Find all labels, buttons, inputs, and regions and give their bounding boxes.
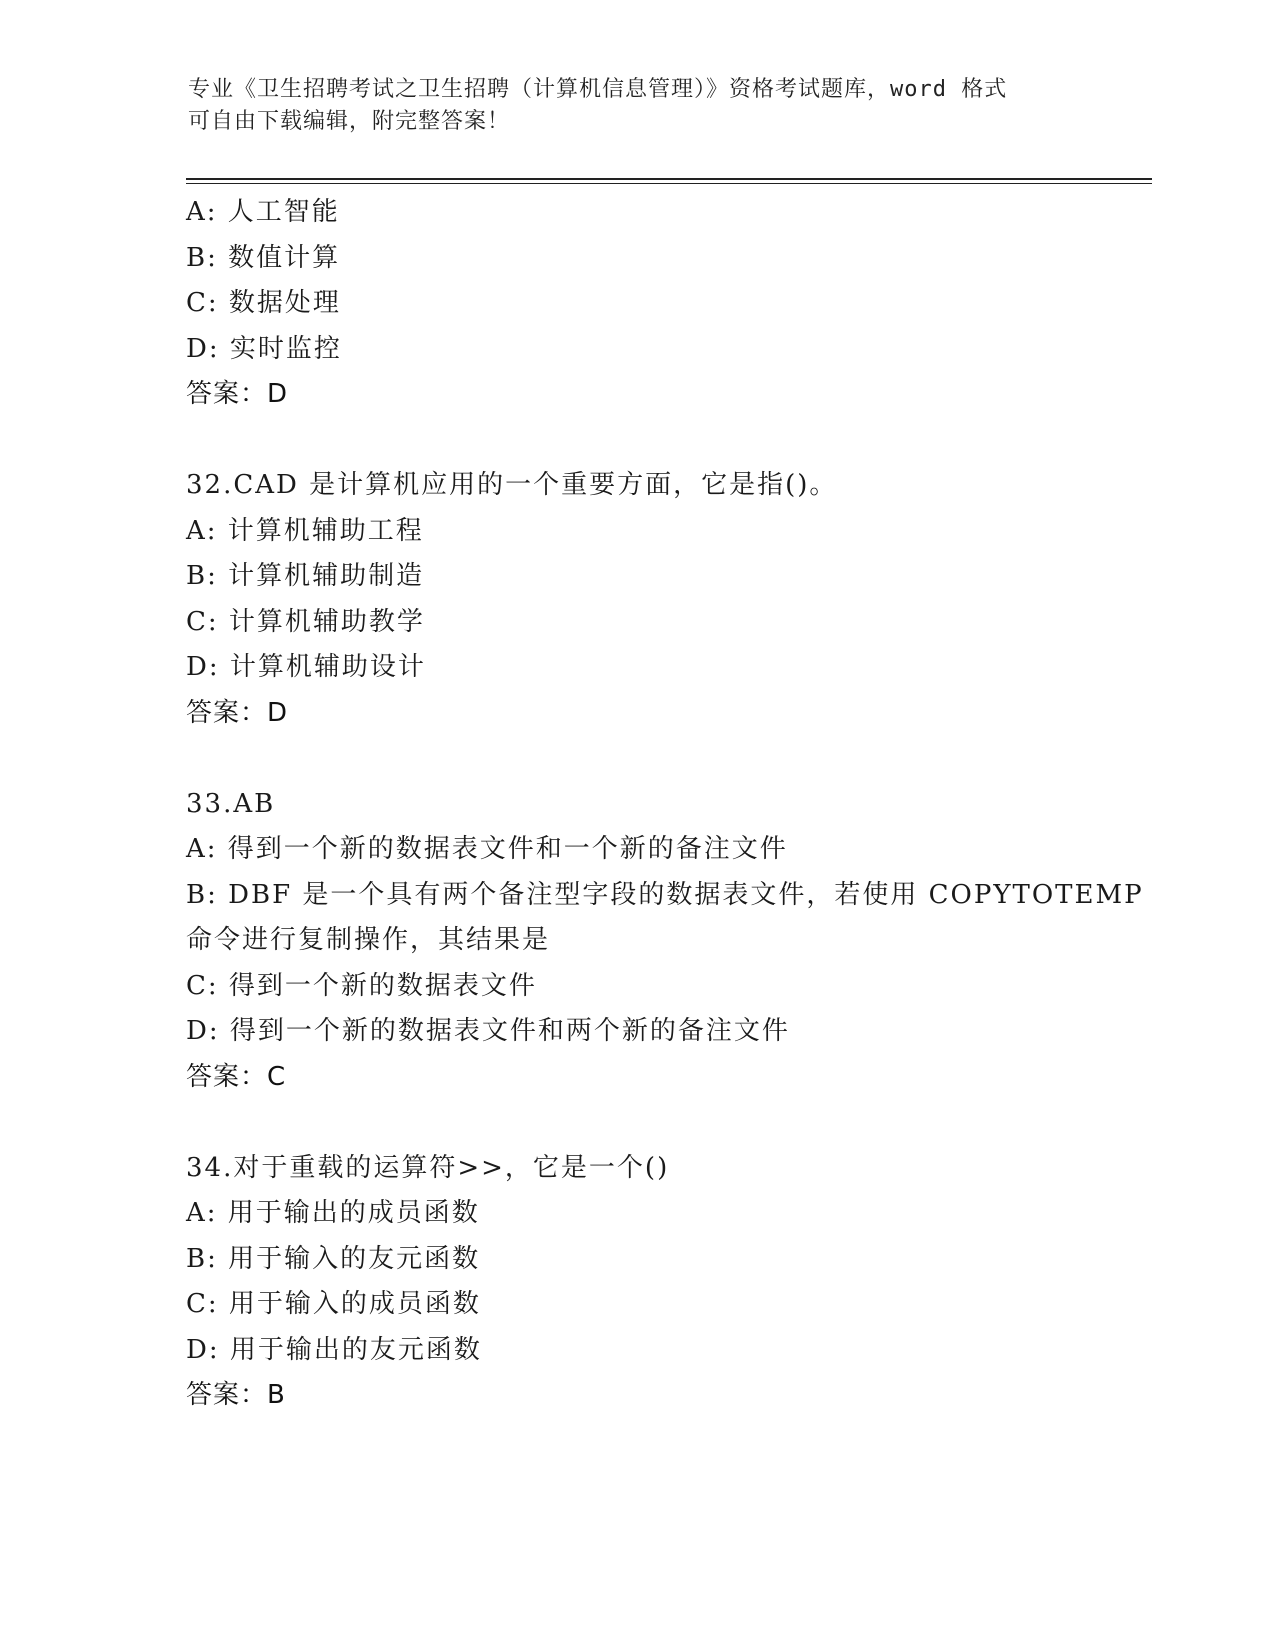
- option-b: B: 计算机辅助制造: [186, 561, 425, 591]
- option-c: C: 计算机辅助教学: [186, 606, 425, 637]
- option-a: A: 人工智能: [186, 197, 340, 227]
- question-stem: 33.AB: [186, 788, 276, 819]
- question-34: [186, 1146, 1166, 1419]
- option-b: B: DBF 是一个具有两个备注型字段的数据表文件，若使用 COPYTOTEMP: [186, 879, 1144, 910]
- header-divider: [186, 178, 1152, 184]
- option-d: D: 得到一个新的数据表文件和两个新的备注文件: [186, 1016, 790, 1046]
- option-c: C: 用于输入的成员函数: [186, 1289, 481, 1319]
- question-32: [186, 463, 1166, 736]
- header-line-1: 专业《卫生招聘考试之卫生招聘（计算机信息管理）》资格考试题库，word 格式: [188, 77, 1008, 102]
- option-c: C: 得到一个新的数据表文件: [186, 970, 537, 1001]
- option-a: A: 用于输出的成员函数: [186, 1198, 480, 1228]
- option-b: B: 用于输入的友元函数: [186, 1243, 481, 1274]
- option-a: A: 计算机辅助工程: [186, 515, 424, 546]
- question-31: [186, 190, 1166, 418]
- page-header: [188, 74, 1088, 138]
- question-stem: 34.对于重载的运算符>>，它是一个(): [186, 1152, 670, 1183]
- option-b-continued: 命令进行复制操作，其结果是: [186, 925, 551, 955]
- question-list: [186, 190, 1166, 1419]
- option-a: A: 得到一个新的数据表文件和一个新的备注文件: [186, 834, 788, 864]
- answer-line: 答案：B: [186, 1380, 286, 1410]
- answer-line: 答案：D: [186, 379, 289, 409]
- option-b: B: 数值计算: [186, 242, 341, 273]
- question-stem: 32.CAD 是计算机应用的一个重要方面，它是指()。: [186, 470, 838, 500]
- option-c: C: 数据处理: [186, 288, 341, 318]
- option-d: D: 实时监控: [186, 333, 342, 364]
- option-d: D: 计算机辅助设计: [186, 652, 426, 682]
- question-33: [186, 782, 1166, 1101]
- answer-line: 答案：D: [186, 697, 289, 728]
- answer-line: 答案：C: [186, 1061, 287, 1092]
- header-line-2: 可自由下载编辑，附完整答案！: [188, 109, 511, 134]
- option-d: D: 用于输出的友元函数: [186, 1334, 482, 1365]
